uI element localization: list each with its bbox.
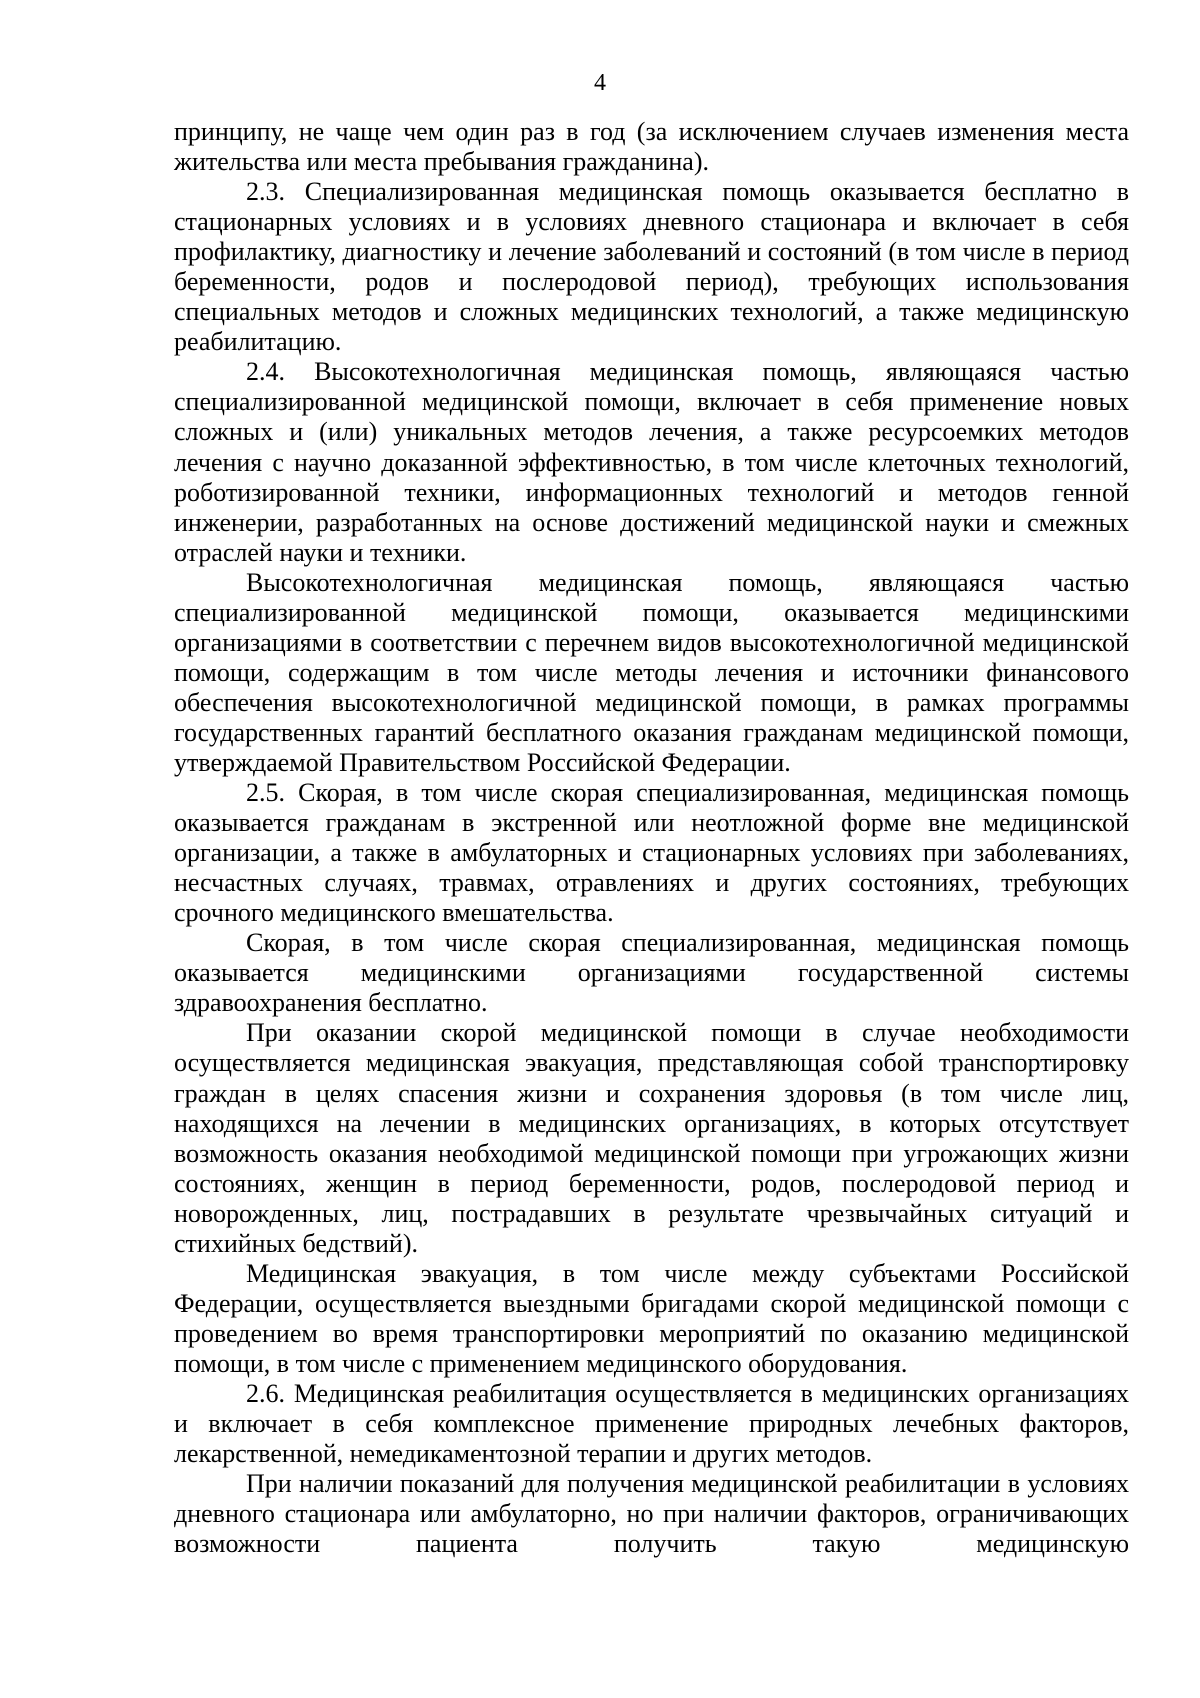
paragraph-evacuation-teams: Медицинская эвакуация, в том числе между субъектами Российской Федерации, осуществляется выездными бригадами скорой медицинской помощи с проведением во время транспортировки мероприятий по оказанию медицинской помощи, в том числе с применением медицинского оборудования. <box>174 1258 1129 1378</box>
paragraph-medical-evacuation: При оказании скорой медицинской помощи в случае необходимости осуществляется медицинская эвакуация, представляющая собой транспортировку граждан в целях спасения жизни и сохранения здоровья (в том числе лиц, находящихся на лечении в медицинских организациях, в которых отсутствует возможность оказания необходимой медицинской помощи при угрожающих жизни состояниях, женщин в период беременности, родов, послеродовой период и новорожденных, лиц, пострадавших в результате чрезвычайных ситуаций и стихийных бедствий). <box>174 1018 1129 1258</box>
paragraph-continuation: принципу, не чаще чем один раз в год (за исключением случаев изменения места жительства или места пребывания гражданина). <box>174 117 1129 177</box>
document-body <box>174 117 1129 1559</box>
paragraph-2-4: 2.4. Высокотехнологичная медицинская помощь, являющаяся частью специализированной медицинской помощи, включает в себя применение новых сложных и (или) уникальных методов лечения, а также ресурсоемких методов лечения с научно доказанной эффективностью, в том числе клеточных технологий, роботизированной техники, информационных технологий и методов генной инженерии, разработанных на основе достижений медицинской науки и смежных отраслей науки и техники. <box>174 357 1129 567</box>
paragraph-2-3: 2.3. Специализированная медицинская помощь оказывается бесплатно в стационарных условиях и в условиях дневного стационара и включает в себя профилактику, диагностику и лечение заболеваний и состояний (в том числе в период беременности, родов и послеродовой период), требующих использования специальных методов и сложных медицинских технологий, а также медицинскую реабилитацию. <box>174 177 1129 357</box>
paragraph-2-6: 2.6. Медицинская реабилитация осуществляется в медицинских организациях и включает в себя комплексное применение природных лечебных факторов, лекарственной, немедикаментозной терапии и других методов. <box>174 1378 1129 1469</box>
paragraph-rehabilitation-indications: При наличии показаний для получения медицинской реабилитации в условиях дневного стационара или амбулаторно, но при наличии факторов, ограничивающих возможности пациента получить такую медицинскую <box>174 1469 1129 1559</box>
paragraph-2-5: 2.5. Скорая, в том числе скорая специализированная, медицинская помощь оказывается гражданам в экстренной или неотложной форме вне медицинской организации, а также в амбулаторных и стационарных условиях при заболеваниях, несчастных случаях, травмах, отравлениях и других состояниях, требующих срочного медицинского вмешательства. <box>174 778 1129 928</box>
paragraph-high-tech-care: Высокотехнологичная медицинская помощь, являющаяся частью специализированной медицинской помощи, оказывается медицинскими организациями в соответствии с перечнем видов высокотехнологичной медицинской помощи, содержащим в том числе методы лечения и источники финансового обеспечения высокотехнологичной медицинской помощи, в рамках программы государственных гарантий бесплатного оказания гражданам медицинской помощи, утверждаемой Правительством Российской Федерации. <box>174 567 1129 777</box>
paragraph-emergency-care-free: Скорая, в том числе скорая специализированная, медицинская помощь оказывается медицинскими организациями государственной системы здравоохранения бесплатно. <box>174 928 1129 1018</box>
page-number: 4 <box>594 70 606 96</box>
